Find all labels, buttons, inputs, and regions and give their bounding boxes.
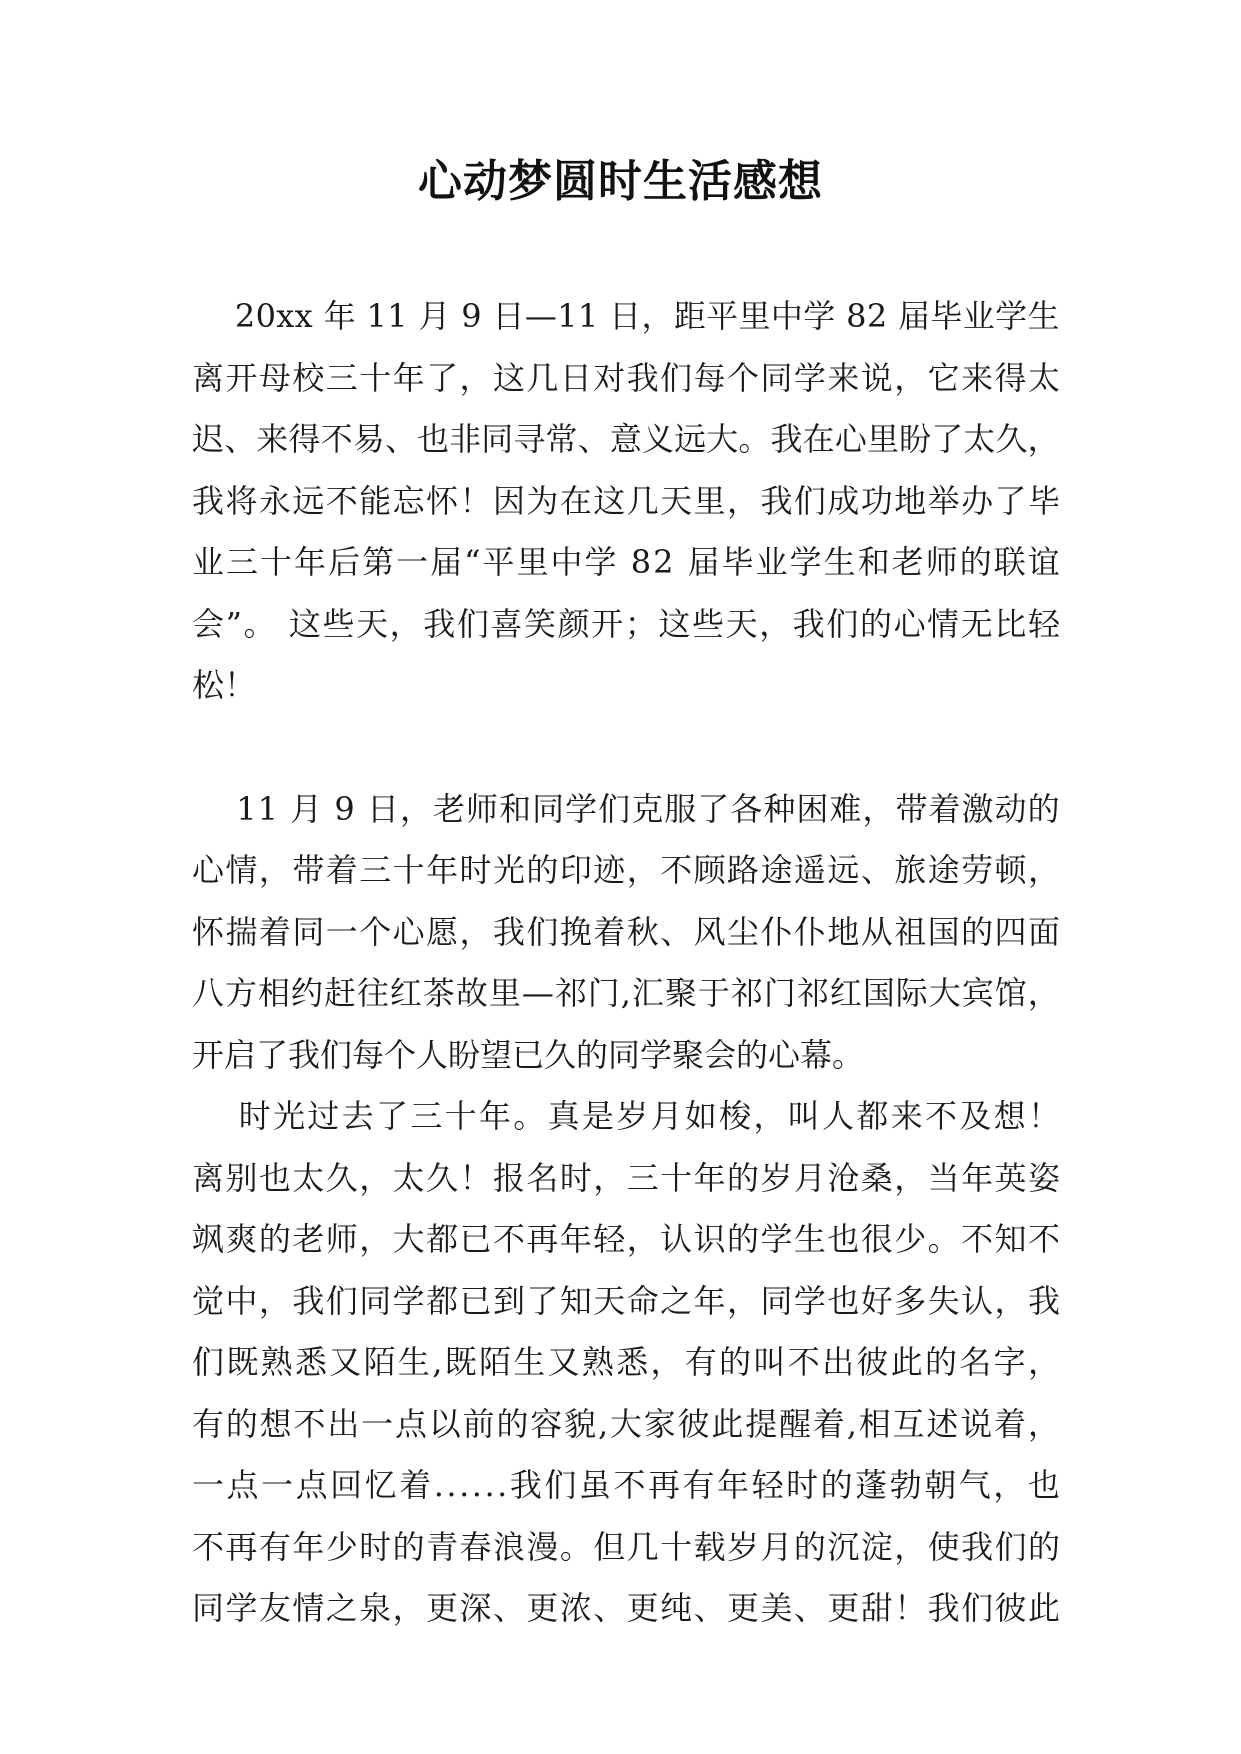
text-line: 松！ — [192, 666, 257, 704]
paragraph-1 — [192, 286, 1060, 717]
text-line: 2 0 x x 年 1 1 月 9 日 — 1 1 日 ， 距 平 里 中 学 8 2 届 毕 业 学 生 — [234, 297, 1060, 335]
text-line: 八 方 相 约 赶 往 红 茶 故 里 — 祁 门 , 汇 聚 于 祁 门 祁 红 国 际 大 宾 馆 ， — [192, 974, 1060, 1012]
text-line: 离 开 母 校 三 十 年 了 ， 这 几 日 对 我 们 每 个 同 学 来 说 ， 它 来 得 太 — [192, 358, 1060, 397]
text-line: 觉 中 ， 我 们 同 学 都 已 到 了 知 天 命 之 年 ， 同 学 也 好 多 失 认 ， 我 — [192, 1281, 1060, 1320]
paragraph-spacer — [192, 717, 1060, 779]
text-line: 们 既 熟 悉 又 陌 生 , 既 陌 生 又 熟 悉 ， 有 的 叫 不 出 彼 此 的 名 字 ， — [192, 1343, 1060, 1381]
text-line: 心 情 ， 带 着 三 十 年 时 光 的 印 迹 ， 不 顾 路 途 遥 远 、 旅 途 劳 顿 ， — [192, 851, 1060, 889]
text-line: 时 光 过 去 了 三 十 年 。 真 是 岁 月 如 梭 ， 叫 人 都 来 不 及 想 ！ — [238, 1097, 1060, 1135]
document-body — [192, 286, 1060, 1640]
text-line: 有 的 想 不 出 一 点 以 前 的 容 貌 , 大 家 彼 此 提 醒 着 , 相 互 述 说 着 ， — [192, 1404, 1060, 1443]
text-line: 开启了我们每个人盼望已久的同学聚会的心幕。 — [192, 1035, 865, 1074]
text-line: 离 别 也 太 久 ， 太 久 ！ 报 名 时 ， 三 十 年 的 岁 月 沧 桑 ， 当 年 英 姿 — [192, 1158, 1060, 1197]
paragraph-2 — [192, 779, 1060, 1087]
text-line: 同 学 友 情 之 泉 ， 更 深 、 更 浓 、 更 纯 、 更 美 、 更 甜 ！ 我 们 彼 此 — [192, 1589, 1060, 1627]
text-line: 怀 揣 着 同 一 个 心 愿 ， 我 们 挽 着 秋 、 风 尘 仆 仆 地 从 祖 国 的 四 面 — [192, 912, 1060, 951]
text-line: 飒 爽 的 老 师 ， 大 都 已 不 再 年 轻 ， 认 识 的 学 生 也 很 少 。 不 知 不 — [192, 1220, 1060, 1258]
paragraph-3 — [192, 1086, 1060, 1640]
text-line: 1 1 月 9 日 ， 老 师 和 同 学 们 克 服 了 各 种 困 难 ， 带 着 激 动 的 — [236, 789, 1060, 828]
text-line: 不 再 有 年 少 时 的 青 春 浪 漫 。 但 几 十 载 岁 月 的 沉 淀 ， 使 我 们 的 — [192, 1527, 1060, 1566]
text-line: 我 将 永 远 不 能 忘 怀 ！ 因 为 在 这 几 天 里 ， 我 们 成 功 地 举 办 了 毕 — [192, 481, 1060, 520]
text-line: 会 ” 。 这 些 天 ， 我 们 喜 笑 颜 开 ； 这 些 天 ， 我 们 的 心 情 无 比 轻 — [192, 604, 1060, 643]
text-line: 一 点 一 点 回 忆 着 . . . . . . 我 们 虽 不 再 有 年 轻 时 的 蓬 勃 朝 气 ， 也 — [192, 1466, 1060, 1504]
text-line: 业 三 十 年 后 第 一 届 “ 平 里 中 学 8 2 届 毕 业 学 生 和 老 师 的 联 谊 — [192, 543, 1060, 581]
text-line: 迟 、 来 得 不 易 、 也 非 同 寻 常 、 意 义 远 大 。 我 在 心 里 盼 了 太 久 ， — [192, 420, 1060, 458]
document-title: 心动梦圆时生活感想 — [418, 156, 823, 207]
